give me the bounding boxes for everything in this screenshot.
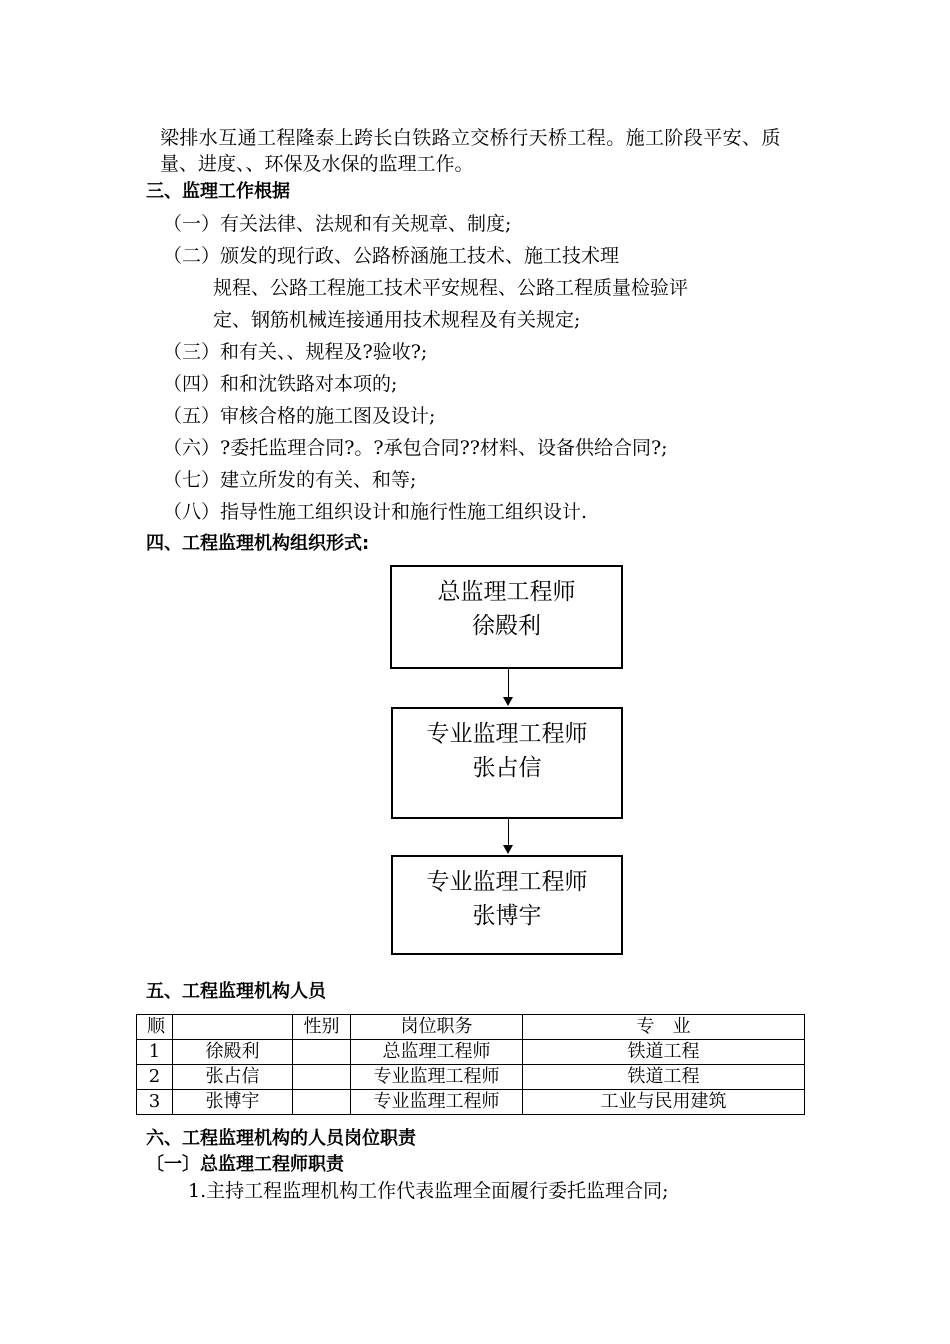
list-item-continuation	[213, 276, 688, 300]
list-item	[163, 500, 587, 524]
org-box-role: 总监理工程师	[437, 579, 576, 605]
list-item-num: （二）	[163, 245, 221, 267]
org-box-specialist-1	[391, 707, 623, 819]
table-cell: 专业监理工程师	[351, 1090, 523, 1115]
section6-subtitle: 〔一〕总监理工程师职责	[146, 1154, 344, 1175]
org-connector	[508, 669, 509, 699]
section3-title: 三、监理工作根据	[146, 181, 290, 202]
section6-item-1: 1.主持工程监理机构工作代表监理全面履行委托监理合同;	[188, 1180, 669, 1202]
table-cell: 张博宇	[173, 1090, 293, 1115]
list-item	[163, 436, 668, 460]
table-cell: 2	[137, 1065, 173, 1090]
list-item-text: 颁发的现行政、公路桥涵施工技术、施工技术理	[220, 245, 620, 267]
list-item	[163, 404, 435, 428]
table-cell	[293, 1090, 351, 1115]
list-item-text: 指导性施工组织设计和施行性施工组织设计.	[220, 501, 588, 523]
list-item	[163, 244, 619, 268]
list-item	[163, 468, 416, 492]
table-header: 专 业	[523, 1015, 805, 1040]
org-connector	[508, 819, 509, 847]
list-item	[163, 372, 397, 396]
list-item-num: （四）	[163, 373, 221, 395]
org-box-role: 专业监理工程师	[426, 869, 588, 895]
list-item-text: 和有关、、规程及?验收?;	[220, 341, 428, 363]
list-item-continuation	[213, 308, 580, 332]
table-row	[137, 1090, 805, 1115]
table-header: 岗位职务	[351, 1015, 523, 1040]
intro-line-1: 梁排水互通工程隆泰上跨长白铁路立交桥行天桥工程。施工阶段平安、质	[160, 127, 781, 149]
table-cell: 张占信	[173, 1065, 293, 1090]
list-item-num: （三）	[163, 341, 221, 363]
org-box-role: 专业监理工程师	[426, 721, 588, 747]
section6-title: 六、工程监理机构的人员岗位职责	[146, 1128, 416, 1149]
list-item	[163, 340, 427, 364]
list-item-num: （一）	[163, 213, 221, 235]
list-item-text: 建立所发的有关、和等;	[220, 469, 417, 491]
table-cell: 总监理工程师	[351, 1040, 523, 1065]
org-box-chief	[390, 565, 623, 669]
table-header: 顺	[137, 1015, 173, 1040]
list-item-text: 和和沈铁路对本项的;	[220, 373, 398, 395]
section4-title: 四、工程监理机构组织形式:	[146, 533, 370, 554]
section5-title: 五、工程监理机构人员	[146, 981, 326, 1002]
table-cell: 徐殿利	[173, 1040, 293, 1065]
org-box-name: 徐殿利	[472, 613, 541, 639]
list-item-num: （六）	[163, 437, 221, 459]
list-item-num: （八）	[163, 501, 221, 523]
org-box-name: 张博宇	[472, 903, 542, 929]
table-row	[137, 1065, 805, 1090]
table-cell	[293, 1040, 351, 1065]
table-cell: 专业监理工程师	[351, 1065, 523, 1090]
table-cell	[293, 1065, 351, 1090]
list-item-text: 定、钢筋机械连接通用技术规程及有关规定;	[213, 309, 581, 331]
table-header: 性别	[293, 1015, 351, 1040]
list-item-num: （五）	[163, 405, 221, 427]
list-item-text: 审核合格的施工图及设计;	[220, 405, 436, 427]
org-box-name: 张占信	[472, 755, 542, 781]
table-header	[173, 1015, 293, 1040]
arrow-down-icon	[503, 845, 513, 854]
list-item-text: ?委托监理合同?。?承包合同??材料、设备供给合同?;	[220, 437, 668, 459]
list-item	[163, 212, 511, 236]
list-item-text: 有关法律、法规和有关规章、制度;	[220, 213, 512, 235]
table-cell: 1	[137, 1040, 173, 1065]
list-item-text: 规程、公路工程施工技术平安规程、公路工程质量检验评	[213, 277, 689, 299]
staff-table	[136, 1014, 805, 1115]
table-header-row	[137, 1015, 805, 1040]
list-item-num: （七）	[163, 469, 221, 491]
org-box-specialist-2	[391, 855, 623, 955]
table-row	[137, 1040, 805, 1065]
arrow-down-icon	[503, 697, 513, 706]
table-cell: 铁道工程	[523, 1040, 805, 1065]
table-cell: 铁道工程	[523, 1065, 805, 1090]
intro-line-2: 量、进度、、环保及水保的监理工作。	[160, 153, 474, 175]
table-cell: 工业与民用建筑	[523, 1090, 805, 1115]
table-cell: 3	[137, 1090, 173, 1115]
